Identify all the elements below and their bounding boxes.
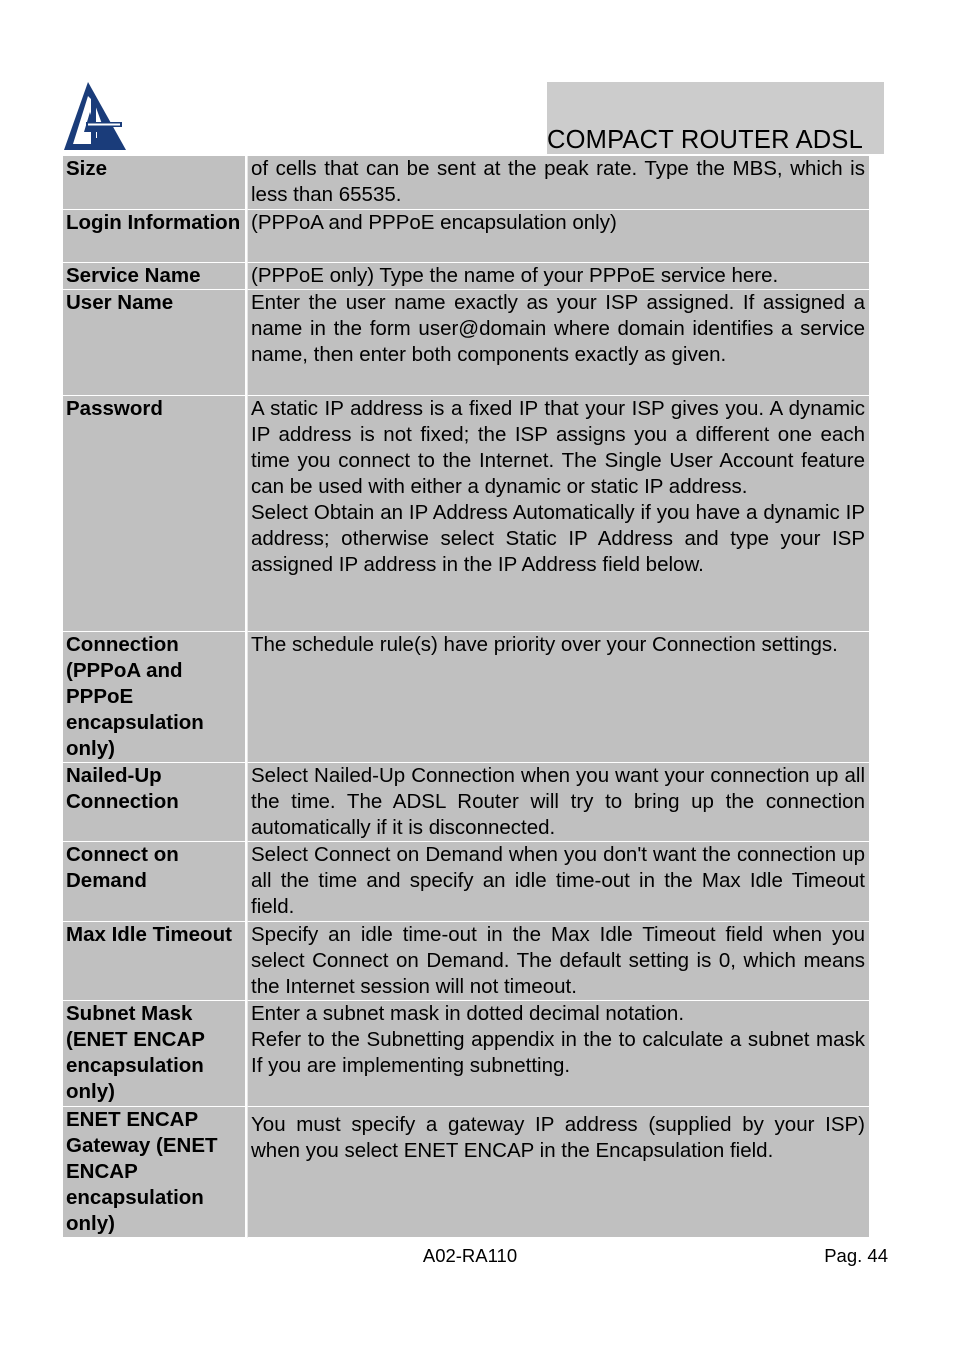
field-term: Connect on Demand [63, 842, 248, 922]
field-description: Select Connect on Demand when you don't want the connection up all the time and specify an idle time-out in the Max Idle Timeout field. [248, 842, 869, 922]
field-term: ENET ENCAP Gateway (ENET ENCAP encapsulation only) [63, 1107, 248, 1238]
field-description: Enter a subnet mask in dotted decimal notation. Refer to the Subnetting appendix in the to calculate a subnet mask If you are implementing subnetting. [248, 1001, 869, 1107]
field-description: Specify an idle time-out in the Max Idle Timeout field when you select Connect on Demand. The default setting is 0, which means the Internet session will not timeout. [248, 922, 869, 1001]
table-row [63, 1107, 869, 1238]
table-row [63, 210, 869, 263]
page-header-title: COMPACT ROUTER ADSL [547, 126, 863, 154]
field-description-table [63, 156, 869, 1238]
field-description: A static IP address is a fixed IP that your ISP gives you. A dynamic IP address is not fixed; the ISP assigns you a different one each time you connect to the Internet. The Single User Account feature can be used with either a dynamic or static IP address. Select Obtain an IP Address Automatically if you have a dynamic IP address; otherwise select Static IP Address and type your ISP assigned IP address in the IP Address field below. [248, 396, 869, 632]
table-row [63, 156, 869, 210]
field-term: Login Information [63, 210, 248, 263]
table-row [63, 763, 869, 842]
field-term: Subnet Mask (ENET ENCAP encapsulation only) [63, 1001, 248, 1107]
field-term: Service Name [63, 263, 248, 290]
field-term: Nailed-Up Connection [63, 763, 248, 842]
field-description: The schedule rule(s) have priority over your Connection settings. [248, 632, 869, 763]
footer-model: A02-RA110 [422, 1245, 518, 1266]
field-description: (PPPoE only) Type the name of your PPPoE service here. [248, 263, 869, 290]
table-row [63, 1001, 869, 1107]
field-description: Select Nailed-Up Connection when you want your connection up all the time. The ADSL Router will try to bring up the connection automatically if it is disconnected. [248, 763, 869, 842]
table-row [63, 922, 869, 1001]
table-row [63, 263, 869, 290]
field-description: of cells that can be sent at the peak rate. Type the MBS, which is less than 65535. [248, 156, 869, 210]
footer-page-number: Pag. 44 [824, 1245, 888, 1266]
field-term: Connection (PPPoA and PPPoE encapsulation only) [63, 632, 248, 763]
table-row [63, 842, 869, 922]
field-description: You must specify a gateway IP address (supplied by your ISP) when you select ENET ENCAP in the Encapsulation field. [248, 1107, 869, 1238]
field-term: Password [63, 396, 248, 632]
field-description: Enter the user name exactly as your ISP assigned. If assigned a name in the form user@domain where domain identifies a service name, then enter both components exactly as given. [248, 290, 869, 396]
field-term: User Name [63, 290, 248, 396]
table-row [63, 632, 869, 763]
table-row [63, 396, 869, 632]
field-term: Max Idle Timeout [63, 922, 248, 1001]
table-row [63, 290, 869, 396]
atlantis-logo-icon [64, 82, 126, 152]
field-description: (PPPoA and PPPoE encapsulation only) [248, 210, 869, 263]
field-term: Size [63, 156, 248, 210]
